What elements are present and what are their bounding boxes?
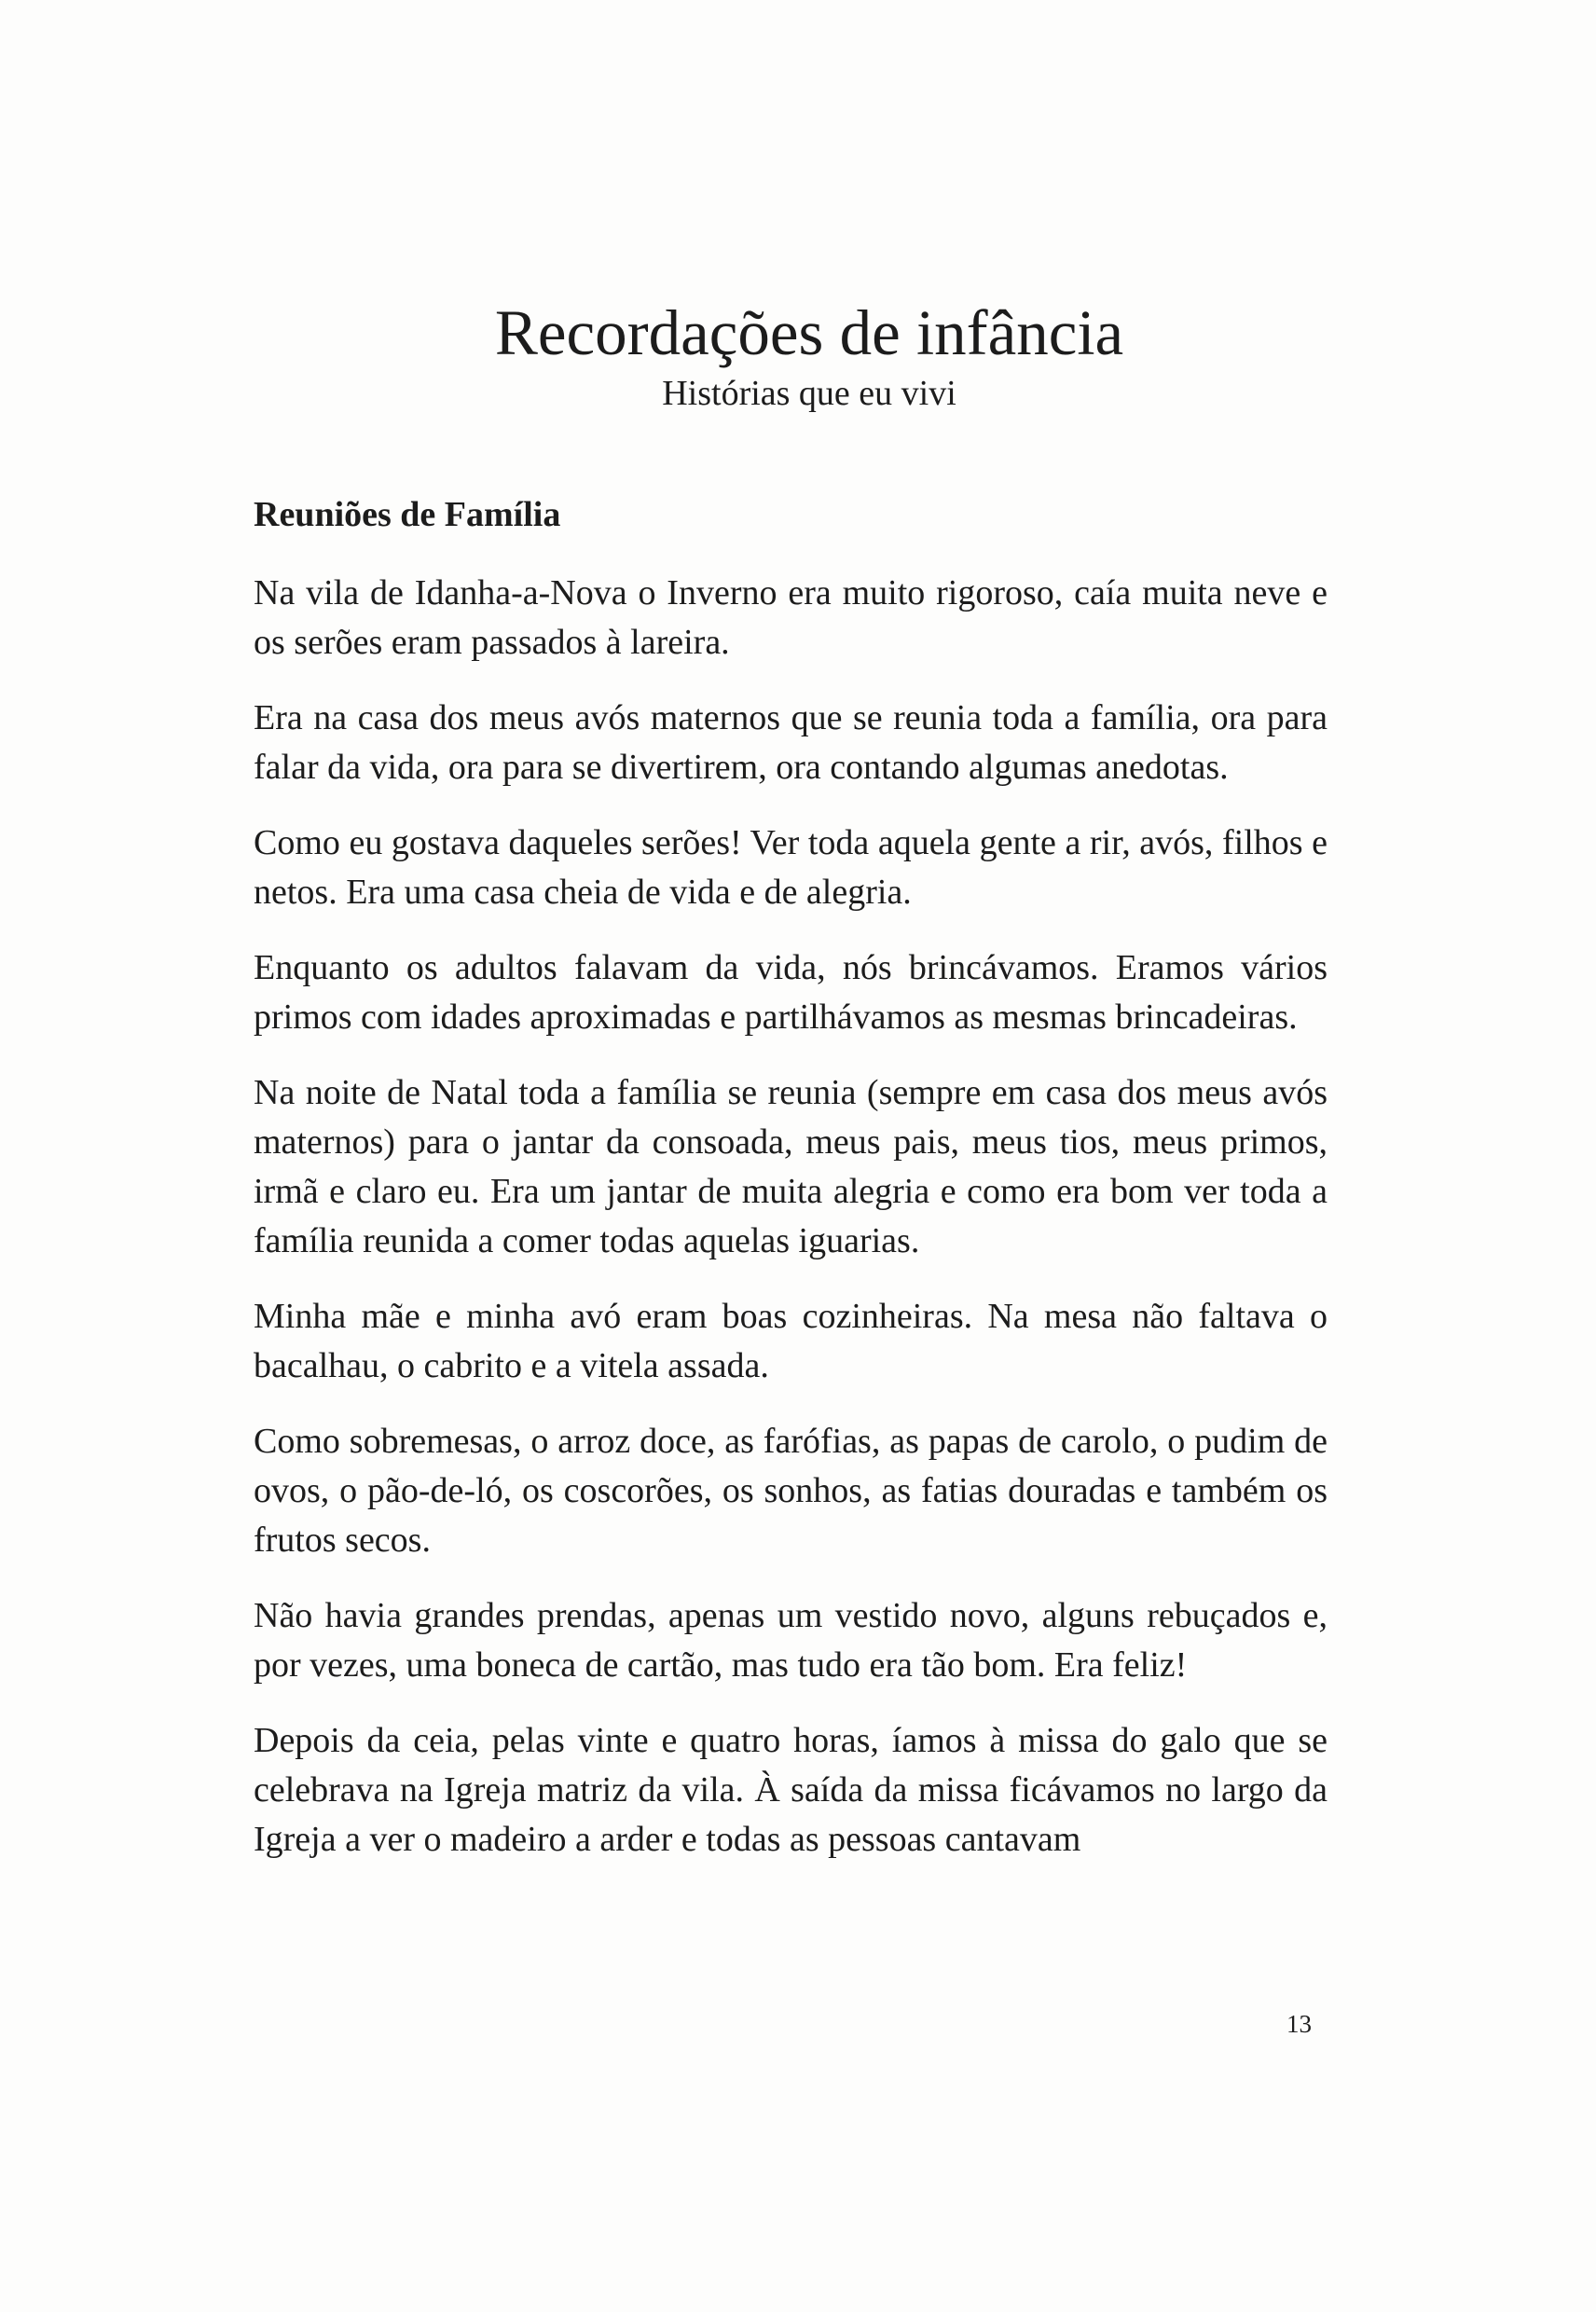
paragraph: Como eu gostava daqueles serões! Ver toda aquela gente a rir, avós, filhos e netos. Era uma casa cheia de vida e de alegria.	[254, 822, 1328, 912]
document-page	[254, 298, 1328, 1891]
paragraph: Na vila de Idanha-a-Nova o Inverno era muito rigoroso, caía muita neve e os serões eram passados à lareira.	[254, 572, 1328, 662]
paragraph: Depois da ceia, pelas vinte e quatro horas, íamos à missa do galo que se celebrava na Igreja matriz da vila. À saída da missa ficávamos no largo da Igreja a ver o madeiro a arder e todas as pessoas cantavam	[254, 1720, 1328, 1859]
paragraph: Minha mãe e minha avó eram boas cozinheiras. Na mesa não faltava o bacalhau, o cabrito e a vitela assada.	[254, 1296, 1328, 1385]
document-subtitle: Histórias que eu vivi	[662, 373, 956, 413]
document-title: Recordações de infância	[494, 297, 1124, 368]
paragraph: Não havia grandes prendas, apenas um vestido novo, alguns rebuçados e, por vezes, uma boneca de cartão, mas tudo era tão bom. Era feliz!	[254, 1595, 1328, 1685]
paragraph: Como sobremesas, o arroz doce, as farófias, as papas de carolo, o pudim de ovos, o pão-de-ló, os coscorões, os sonhos, as fatias douradas e também os frutos secos.	[254, 1421, 1328, 1560]
body-text	[254, 569, 1328, 1865]
paragraph: Enquanto os adultos falavam da vida, nós brincávamos. Eramos vários primos com idades aproximadas e partilhávamos as mesmas brincadeiras.	[254, 947, 1328, 1037]
section-heading: Reuniões de Família	[254, 494, 561, 534]
paragraph: Na noite de Natal toda a família se reunia (sempre em casa dos meus avós maternos) para o jantar da consoada, meus pais, meus tios, meus primos, irmã e claro eu. Era um jantar de muita alegria e como era bom ver toda a família reunida a comer todas aquelas iguarias.	[254, 1072, 1328, 1260]
paragraph: Era na casa dos meus avós maternos que se reunia toda a família, ora para falar da vida, ora para se divertirem, ora contando algumas anedotas.	[254, 697, 1328, 787]
page-number: 13	[1286, 2010, 1312, 2038]
